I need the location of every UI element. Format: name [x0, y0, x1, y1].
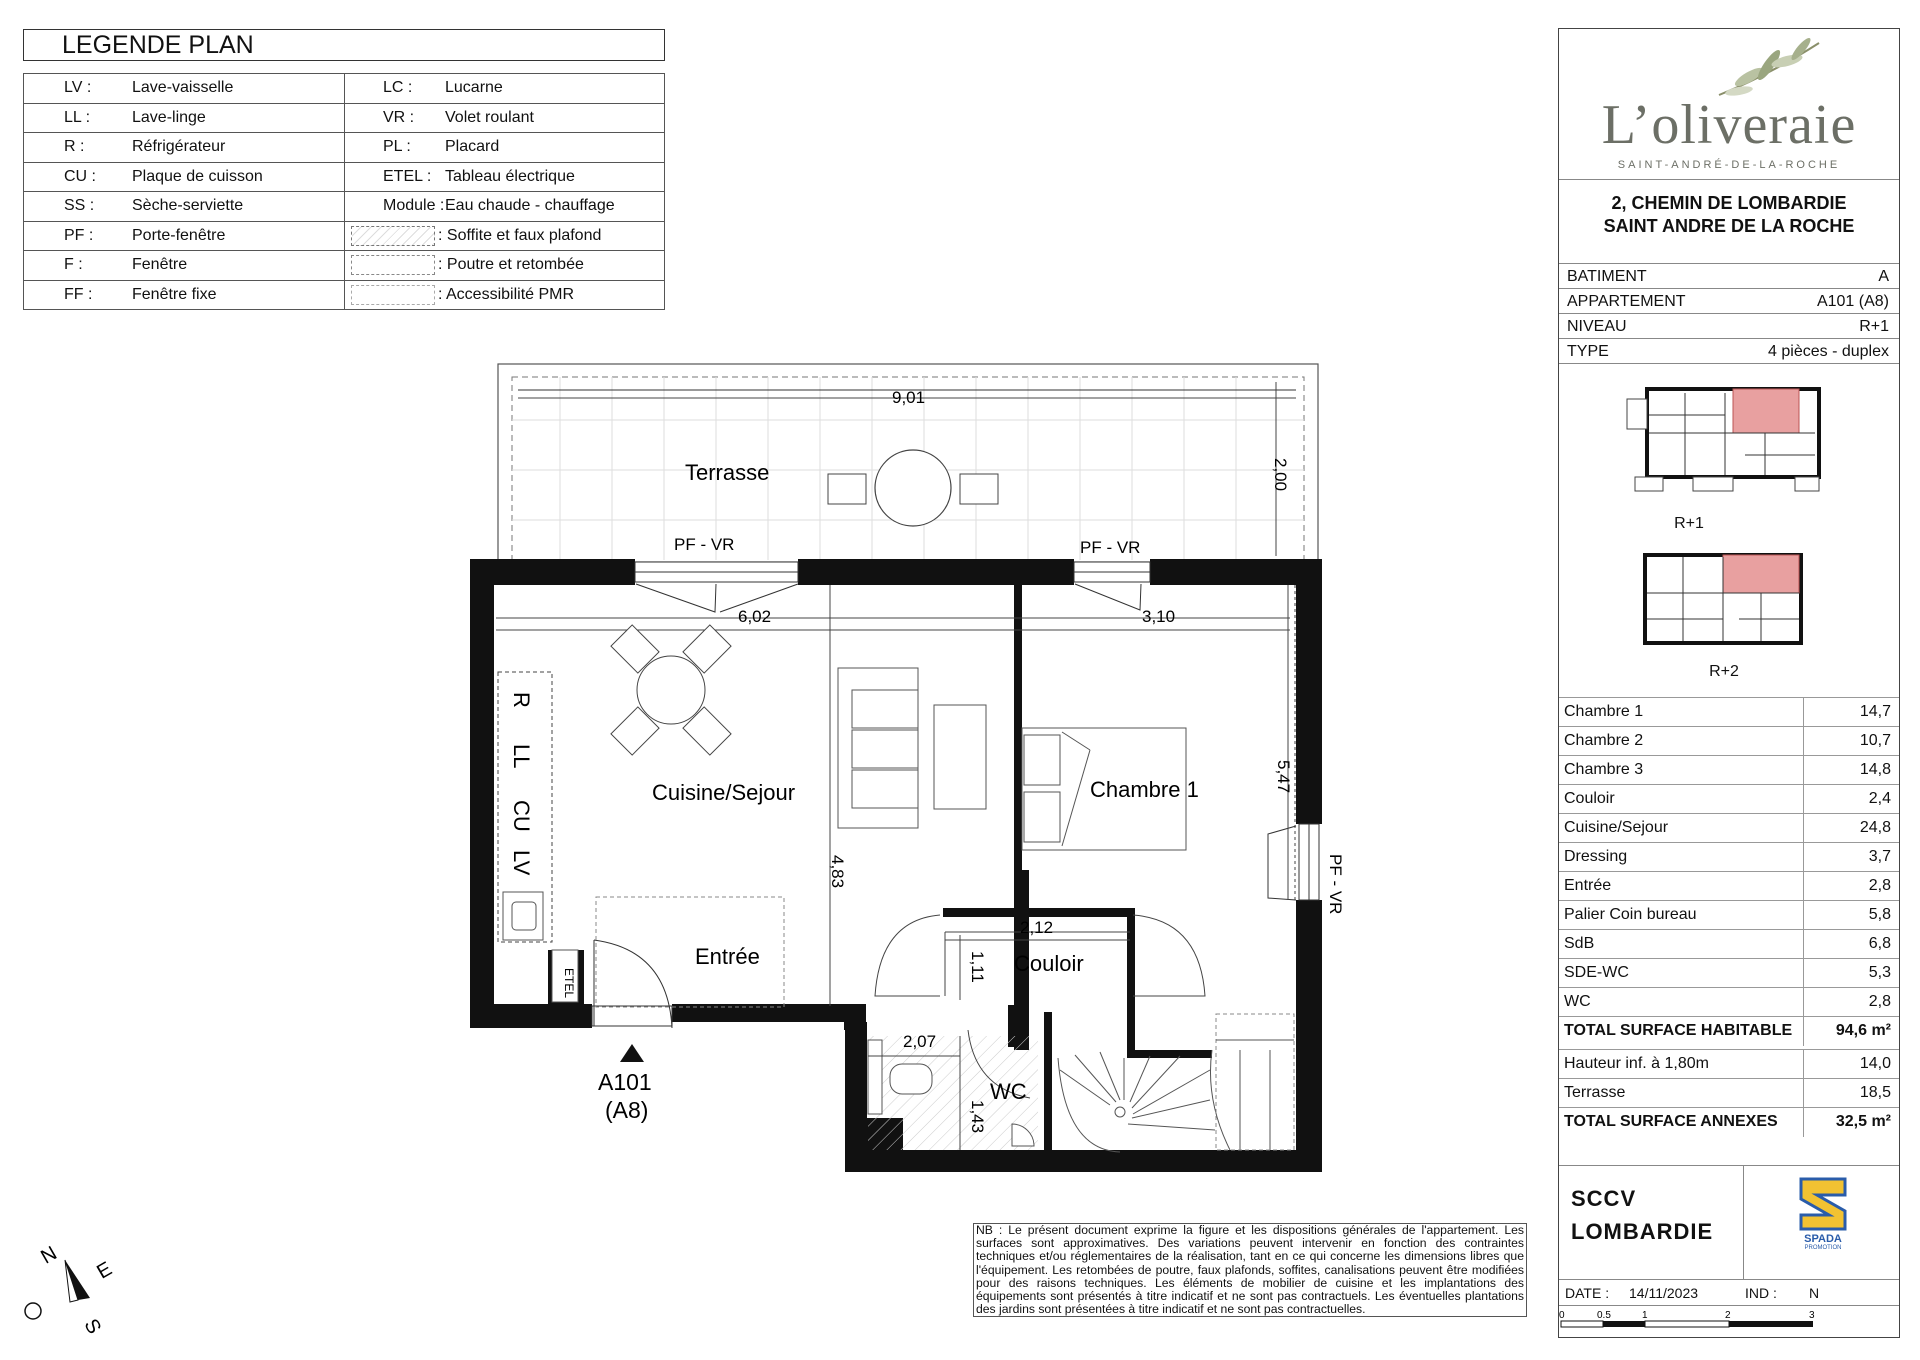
surface-value: 18,5	[1859, 1084, 1891, 1101]
dim-2-00: 2,00	[1271, 458, 1290, 492]
ind-value: N	[1809, 1285, 1820, 1301]
appliance-etel: ETEL	[562, 968, 576, 999]
total-annexes-row	[1559, 1107, 1899, 1137]
surface-value: 6,8	[1868, 935, 1891, 952]
legend-title: LEGENDE PLAN	[23, 29, 665, 61]
opening-pf-vr-2: PF - VR	[1080, 538, 1141, 557]
surface-value: 2,4	[1868, 790, 1891, 807]
surface-row	[1559, 958, 1899, 988]
dim-4-83: 4,83	[828, 855, 847, 889]
legend-label: Plaque de cuisson	[132, 167, 263, 185]
scale-tick-0-5: 0.5	[1597, 1310, 1611, 1321]
dim-9-01: 9,01	[892, 388, 926, 407]
annex-row	[1559, 1049, 1899, 1079]
appliance-lv: LV	[509, 850, 534, 876]
legend-abbr: CU :	[64, 167, 96, 185]
scale-tick-3: 3	[1809, 1310, 1815, 1321]
surface-label: Entrée	[1564, 877, 1612, 894]
compass-s: S	[79, 1315, 106, 1338]
opening-pf-vr-3: PF - VR	[1326, 854, 1345, 915]
scale-bar	[1559, 1307, 1899, 1335]
legend-abbr-2: ETEL :	[383, 167, 432, 185]
legend-label: Sèche-serviette	[132, 197, 244, 215]
legend-label: Réfrigérateur	[132, 138, 226, 156]
legend-abbr-2: LC :	[383, 79, 413, 97]
legend-label-2: : Soffite et faux plafond	[438, 226, 602, 244]
dim-3-10: 3,10	[1142, 607, 1176, 626]
level-r2-thumbnail	[1643, 549, 1807, 659]
info-row	[1559, 338, 1899, 364]
legend-abbr-2: VR :	[383, 108, 415, 126]
legend-label-2: Placard	[445, 138, 500, 156]
info-key: BATIMENT	[1567, 268, 1647, 285]
address-line-2: SAINT ANDRE DE LA ROCHE	[1603, 216, 1855, 236]
surface-value: 24,8	[1859, 819, 1891, 836]
legend-abbr: R :	[64, 138, 85, 156]
legend-abbr: FF :	[64, 285, 93, 303]
info-value: A101 (A8)	[1816, 293, 1889, 310]
surface-label: Couloir	[1564, 790, 1615, 807]
surface-value: 5,8	[1868, 906, 1891, 923]
surface-value: 2,8	[1868, 993, 1891, 1010]
surface-label: WC	[1564, 993, 1591, 1010]
info-value: A	[1878, 268, 1889, 285]
brand-subtitle: SAINT-ANDRÉ-DE-LA-ROCHE	[1617, 159, 1841, 171]
room-entree: Entrée	[695, 944, 760, 969]
surface-row	[1559, 987, 1899, 1017]
surface-row	[1559, 842, 1899, 872]
info-row	[1559, 313, 1899, 339]
annex-row	[1559, 1078, 1899, 1108]
appliance-ll: LL	[509, 744, 534, 769]
surface-value: 2,8	[1868, 877, 1891, 894]
info-key: TYPE	[1567, 343, 1609, 360]
room-wc: WC	[990, 1079, 1027, 1104]
legend-abbr: F :	[64, 256, 83, 274]
info-value: 4 pièces - duplex	[1768, 343, 1889, 360]
appliance-cu: CU	[509, 800, 534, 832]
surface-label: Palier Coin bureau	[1564, 906, 1697, 923]
surface-label: Chambre 1	[1564, 703, 1644, 720]
legend-label-2: Tableau électrique	[445, 167, 575, 185]
surface-label: Chambre 3	[1564, 761, 1644, 778]
legend-label-2: Lucarne	[445, 79, 503, 97]
promoter-name: SPADA	[1804, 1233, 1842, 1245]
legend-label: Lave-linge	[132, 108, 206, 126]
unit-code: A101	[598, 1069, 652, 1095]
legend-abbr: SS :	[64, 197, 95, 215]
info-row	[1559, 288, 1899, 314]
disclaimer-notice: NB : Le présent document exprime la figure et les dispositions générales de l'appartement. Les surfaces sont approximatives. Des variations peuvent intervenir en fonction des contraintes techniques et/ou réglementaires de la réalisation, tant en ce qui concerne les dimensions libres que l'équipement. Les retombées de poutre, faux plafonds, soffites, canalisations peuvent être modifiées pour des raisons techniques. Les éléments de mobilier de cuisine et les implantations des équipements sont présentés à titre indicatif et ne sont pas contractuels. Les éventuelles plantations des jardins sont présentées à titre indicatif et ne sont pas contractuelles.	[973, 1223, 1527, 1317]
dim-2-12: 2,12	[1020, 918, 1054, 937]
address-line-1: 2, CHEMIN DE LOMBARDIE	[1611, 193, 1847, 213]
legend-label-2: Eau chaude - chauffage	[445, 197, 615, 215]
info-key: APPARTEMENT	[1567, 293, 1686, 310]
legend-label: Porte-fenêtre	[132, 226, 226, 244]
dim-1-43: 1,43	[968, 1100, 987, 1134]
surface-label: TOTAL SURFACE HABITABLE	[1564, 1022, 1793, 1039]
legend-label-2: : Accessibilité PMR	[438, 285, 575, 303]
sofa	[838, 668, 986, 828]
dining-table	[611, 625, 731, 755]
surface-row	[1559, 813, 1899, 843]
unit-sub: (A8)	[605, 1097, 649, 1123]
info-value: R+1	[1859, 318, 1889, 335]
room-couloir: Couloir	[1014, 951, 1084, 976]
dim-5-47: 5,47	[1274, 760, 1293, 794]
surface-value: 14,0	[1859, 1055, 1891, 1072]
compass-n: N	[37, 1242, 61, 1269]
legend-abbr: LL :	[64, 108, 91, 126]
date-label: DATE :	[1565, 1285, 1610, 1301]
opening-pf-vr-1: PF - VR	[674, 535, 735, 554]
legend-label-2: : Poutre et retombée	[438, 256, 584, 274]
dim-1-11: 1,11	[968, 951, 987, 983]
promoter-subtitle: PROMOTION	[1804, 1245, 1842, 1251]
sccv-line-1: SCCV	[1571, 1186, 1637, 1211]
surface-row	[1559, 784, 1899, 814]
legend-label: Lave-vaisselle	[132, 79, 234, 97]
surface-label: SDE-WC	[1564, 964, 1629, 981]
dim-2-07: 2,07	[903, 1032, 937, 1051]
level-r2-label: R+2	[1709, 663, 1739, 680]
surface-row	[1559, 755, 1899, 785]
entrance-arrow-icon	[620, 1044, 644, 1062]
surface-row	[1559, 726, 1899, 756]
surface-label: SdB	[1564, 935, 1595, 952]
surface-value: 94,6 m²	[1835, 1022, 1891, 1039]
surface-value: 5,3	[1868, 964, 1891, 981]
legend-label-2: Volet roulant	[445, 108, 534, 126]
legend-label: Fenêtre fixe	[132, 285, 217, 303]
legend-abbr: LV :	[64, 79, 92, 97]
sccv-line-2: LOMBARDIE	[1571, 1219, 1714, 1244]
ind-label: IND :	[1745, 1285, 1777, 1301]
room-chambre-1: Chambre 1	[1090, 777, 1199, 802]
surface-label: Terrasse	[1564, 1084, 1626, 1101]
spada-logo-icon	[1795, 1175, 1851, 1233]
compass-icon	[25, 1242, 116, 1338]
surface-label: TOTAL SURFACE ANNEXES	[1564, 1113, 1778, 1130]
surface-value: 32,5 m²	[1835, 1113, 1891, 1130]
scale-tick-2: 2	[1725, 1310, 1731, 1321]
brand-logo: L’oliveraie	[1601, 94, 1857, 156]
surface-row	[1559, 871, 1899, 901]
surface-label: Dressing	[1564, 848, 1628, 865]
legend-abbr-2: Module :	[383, 197, 445, 215]
room-cuisine-sejour: Cuisine/Sejour	[652, 780, 796, 805]
surface-value: 14,7	[1859, 703, 1891, 720]
legend-abbr: PF :	[64, 226, 94, 244]
scale-tick-0: 0	[1559, 1310, 1565, 1321]
surface-row	[1559, 900, 1899, 930]
room-terrasse: Terrasse	[685, 460, 770, 485]
legend-label: Fenêtre	[132, 256, 188, 274]
dim-6-02: 6,02	[738, 607, 772, 626]
info-row	[1559, 263, 1899, 289]
level-r1-thumbnail	[1625, 379, 1839, 509]
surface-value: 14,8	[1859, 761, 1891, 778]
date-value: 14/11/2023	[1629, 1285, 1699, 1301]
info-key: NIVEAU	[1567, 318, 1627, 335]
total-habitable-row	[1559, 1016, 1899, 1046]
stairs	[1058, 1014, 1294, 1152]
surface-label: Chambre 2	[1564, 732, 1644, 749]
surface-row	[1559, 697, 1899, 727]
surface-value: 10,7	[1859, 732, 1891, 749]
surface-label: Hauteur inf. à 1,80m	[1564, 1055, 1709, 1072]
surface-row	[1559, 929, 1899, 959]
surface-value: 3,7	[1868, 848, 1891, 865]
scale-tick-1: 1	[1642, 1310, 1648, 1321]
appliance-r: R	[509, 692, 534, 708]
legend-abbr-2: PL :	[383, 138, 411, 156]
compass-e: E	[93, 1257, 116, 1284]
kitchen-counter	[498, 672, 578, 1002]
level-r1-label: R+1	[1674, 515, 1704, 532]
surface-label: Cuisine/Sejour	[1564, 819, 1669, 836]
title-block	[1558, 28, 1900, 1338]
